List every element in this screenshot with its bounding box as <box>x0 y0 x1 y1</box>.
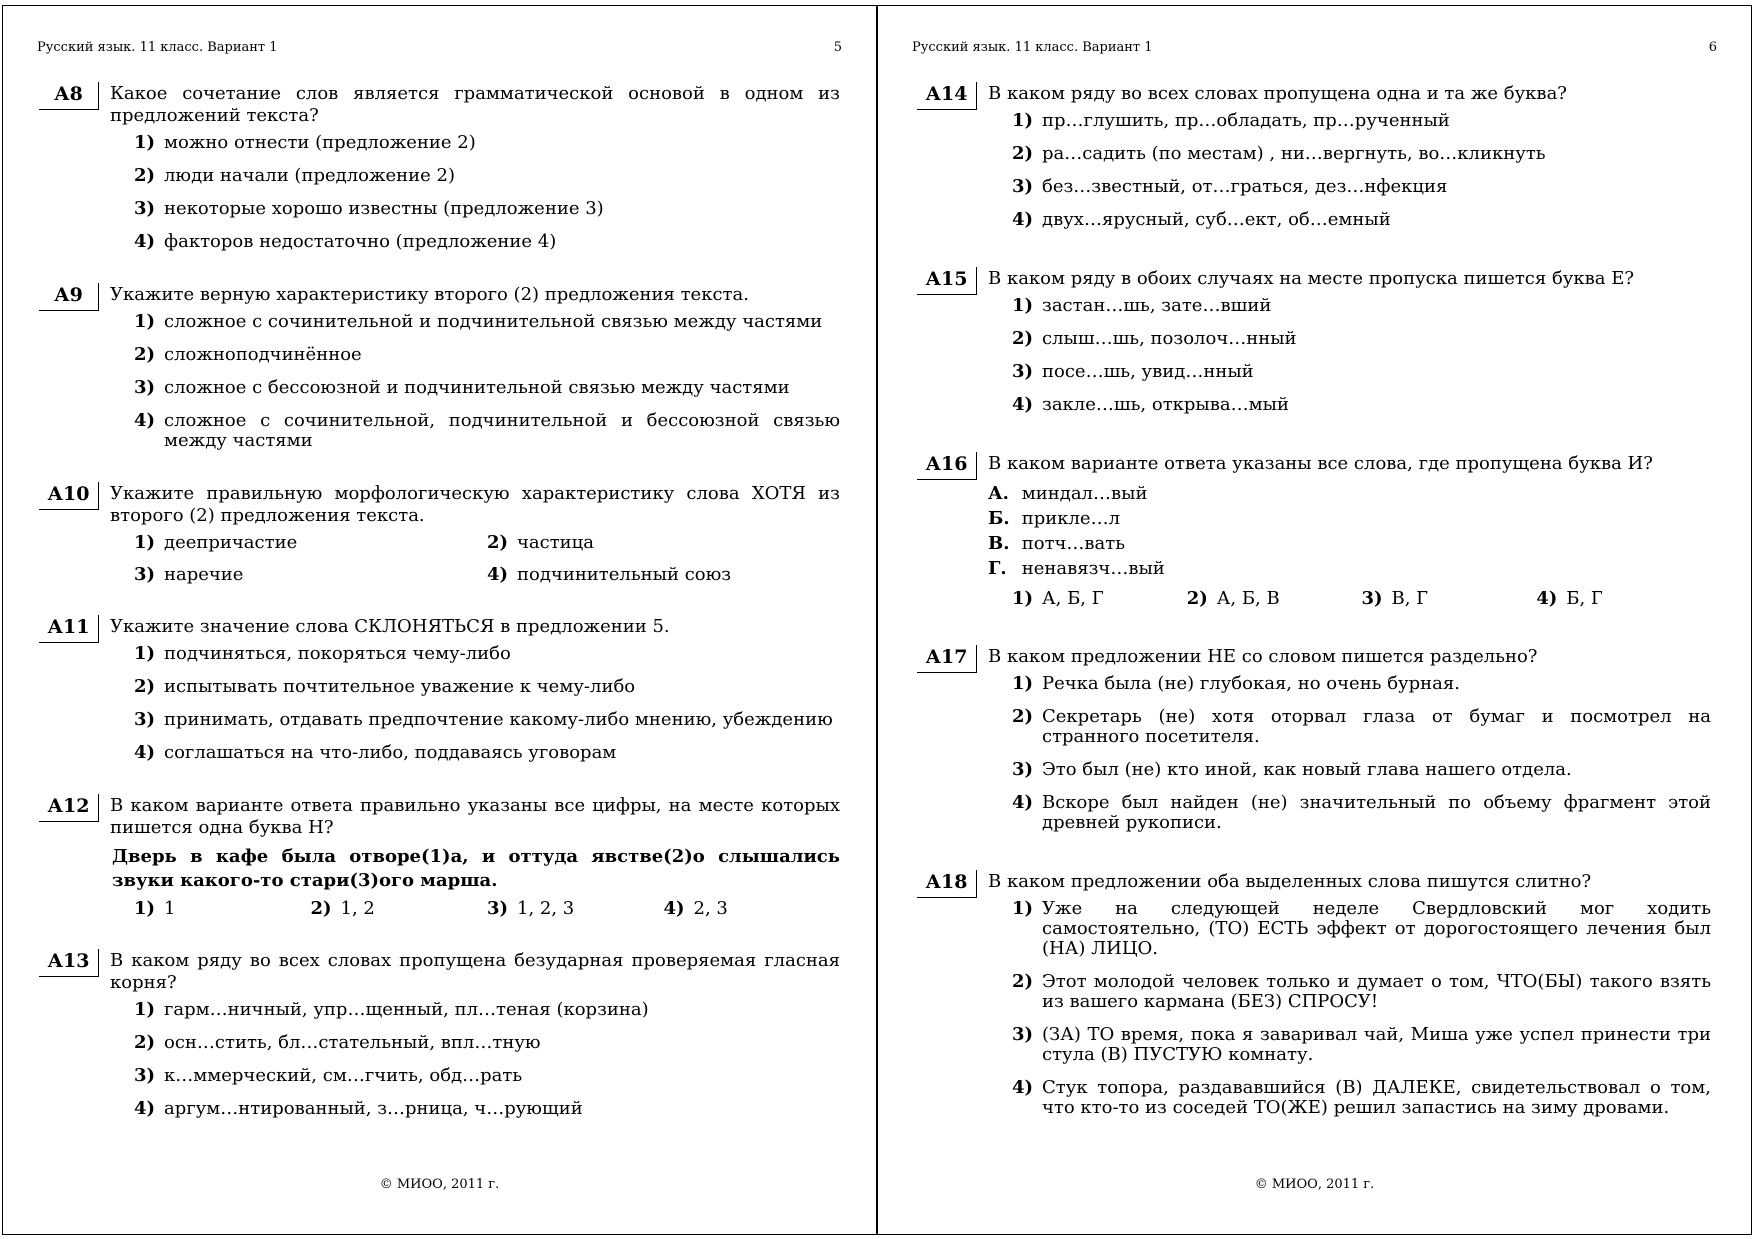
word-text: потч…вать <box>1021 533 1126 554</box>
page-content <box>917 82 1711 1149</box>
question-number: А18 <box>917 870 977 898</box>
option-number: 3) <box>134 377 156 398</box>
option-number: 4) <box>663 898 685 919</box>
answer-option[interactable] <box>134 565 487 585</box>
question-number: А14 <box>917 82 977 110</box>
option-number: 3) <box>1012 1024 1034 1045</box>
option-text: некоторые хорошо известны (предложение 3) <box>164 198 604 219</box>
option-text: аргум…нтированный, з…рница, ч…рующий <box>164 1098 583 1119</box>
option-text: наречие <box>164 564 244 585</box>
question-text: В каком предложении оба выделенных слова пишутся слитно? <box>988 871 1592 892</box>
option-text: ра…садить (по местам) , ни…вергнуть, во…кликнуть <box>1042 143 1546 164</box>
question-body <box>110 283 840 464</box>
page-number: 5 <box>833 40 842 55</box>
option-number: 2) <box>1012 143 1034 164</box>
page-content <box>39 82 840 1150</box>
option-number: 2) <box>487 532 509 553</box>
page-number: 6 <box>1708 40 1717 55</box>
page-header <box>912 40 1717 55</box>
option-text: Этот молодой человек только и думает о том, ЧТО(БЫ) такого взять из вашего кармана (БЕЗ) СПРОСУ! <box>1042 971 1711 1012</box>
question-number: А13 <box>39 949 99 977</box>
answer-option[interactable] <box>1012 395 1711 415</box>
question-a9 <box>39 283 840 464</box>
option-text: Речка была (не) глубокая, но очень бурная. <box>1042 673 1460 694</box>
question-body <box>110 82 840 265</box>
question-a16 <box>917 452 1711 621</box>
question-text: Укажите верную характеристику второго (2) предложения текста. <box>110 284 749 305</box>
option-text: Стук топора, раздававшийся (В) ДАЛЕКЕ, свидетельствовал о том, что кто-то из соседей ТО(ЖЕ) решил запастись на зиму дровами. <box>1042 1077 1711 1118</box>
option-text: сложное с сочинительной и подчинительной связью между частями <box>164 311 823 332</box>
answer-option[interactable] <box>134 1000 840 1020</box>
option-number: 3) <box>134 198 156 219</box>
answer-option[interactable] <box>134 1099 840 1119</box>
answer-option[interactable] <box>134 199 840 219</box>
word-letter: А. <box>988 483 1009 504</box>
page-right <box>877 5 1752 1235</box>
answer-option[interactable] <box>1012 674 1711 694</box>
page-footer: © МИОО, 2011 г. <box>1254 1177 1375 1192</box>
answer-option[interactable] <box>1012 793 1711 833</box>
option-text: слыш…шь, позолоч…нный <box>1042 328 1297 349</box>
option-text: застан…шь, зате…вший <box>1042 295 1272 316</box>
question-number: А11 <box>39 615 99 643</box>
answer-option[interactable] <box>1012 329 1711 349</box>
question-body <box>110 794 840 931</box>
question-text: В каком варианте ответа указаны все слова, где пропущена буква И? <box>988 453 1653 474</box>
answer-option[interactable] <box>1012 144 1711 164</box>
option-number: 3) <box>487 898 509 919</box>
answer-option[interactable] <box>134 232 840 252</box>
question-number: А12 <box>39 794 99 822</box>
option-text: люди начали (предложение 2) <box>164 165 456 186</box>
option-number: 1) <box>134 898 156 919</box>
option-number: 1) <box>134 132 156 153</box>
option-text: сложноподчинённое <box>164 344 362 365</box>
option-number: 2) <box>1012 971 1034 992</box>
option-number: 2) <box>134 1032 156 1053</box>
question-text: В каком варианте ответа правильно указаны все цифры, на месте которых пишется одна буква Н? <box>110 795 840 838</box>
option-text: А, Б, Г <box>1042 588 1104 609</box>
option-number: 4) <box>1012 394 1034 415</box>
word-text: миндал…вый <box>1021 483 1148 504</box>
option-number: 1) <box>1012 898 1034 919</box>
option-number: 4) <box>487 564 509 585</box>
answer-option[interactable] <box>134 133 840 153</box>
word-list <box>988 481 1711 581</box>
answer-option[interactable] <box>1012 1025 1711 1065</box>
option-text: факторов недостаточно (предложение 4) <box>164 231 557 252</box>
option-text: без…звестный, от…граться, дез…нфекция <box>1042 176 1448 197</box>
answer-option[interactable] <box>134 743 840 763</box>
answer-option[interactable] <box>134 710 840 730</box>
question-text: В каком предложении НЕ со словом пишется раздельно? <box>988 646 1538 667</box>
option-text: А, Б, В <box>1216 588 1280 609</box>
option-number: 3) <box>1012 176 1034 197</box>
question-a10 <box>39 482 840 597</box>
question-a13 <box>39 949 840 1132</box>
answer-option[interactable] <box>1012 177 1711 197</box>
question-text: В каком ряду в обоих случаях на месте пропуска пишется буква Е? <box>988 268 1635 289</box>
question-number: А17 <box>917 645 977 673</box>
option-text: (ЗА) ТО время, пока я заваривал чай, Миша уже успел принести три стула (В) ПУСТУЮ комнату. <box>1042 1024 1711 1065</box>
option-text: 1 <box>164 898 176 919</box>
option-number: 2) <box>134 165 156 186</box>
option-text: Секретарь (не) хотя оторвал глаза от бумаг и посмотрел на странного посетителя. <box>1042 706 1711 747</box>
question-body <box>988 645 1711 846</box>
option-text: 2, 3 <box>693 898 728 919</box>
option-text: Это был (не) кто иной, как новый глава нашего отдела. <box>1042 759 1572 780</box>
question-text: В каком ряду во всех словах пропущена одна и та же буква? <box>988 83 1567 104</box>
answer-option[interactable] <box>134 899 311 919</box>
question-body <box>988 452 1711 621</box>
option-text: принимать, отдавать предпочтение какому-либо мнению, убеждению <box>164 709 833 730</box>
option-text: Б, Г <box>1566 588 1603 609</box>
example-sentence: Дверь в кафе была отворе(1)а, и оттуда явстве(2)о слышались звуки какого-то стари(3)ого марша. <box>112 846 840 891</box>
answer-option[interactable] <box>1012 210 1711 230</box>
answer-option[interactable] <box>134 166 840 186</box>
answer-option[interactable] <box>1536 589 1711 609</box>
option-number: 2) <box>134 676 156 697</box>
option-text: 1, 2, 3 <box>517 898 575 919</box>
question-a14 <box>917 82 1711 243</box>
question-a12 <box>39 794 840 931</box>
question-text: В каком ряду во всех словах пропущена безударная проверяемая гласная корня? <box>110 950 840 993</box>
page-footer: © МИОО, 2011 г. <box>379 1177 500 1192</box>
option-number: 4) <box>1012 209 1034 230</box>
option-text: подчинительный союз <box>517 564 732 585</box>
option-text: сложное с сочинительной, подчинительной и бессоюзной связью между частями <box>164 410 840 451</box>
question-text: Укажите правильную морфологическую характеристику слова ХОТЯ из второго (2) предложения текста. <box>110 483 840 526</box>
question-text: Укажите значение слова СКЛОНЯТЬСЯ в предложении 5. <box>110 616 670 637</box>
answer-option[interactable] <box>134 411 840 451</box>
answer-option[interactable] <box>1362 589 1537 609</box>
option-number: 1) <box>1012 588 1034 609</box>
option-number: 2) <box>134 344 156 365</box>
question-a18 <box>917 870 1711 1131</box>
word-list-item <box>988 506 1711 531</box>
word-list-item <box>988 556 1711 581</box>
option-text: соглашаться на что-либо, поддаваясь уговорам <box>164 742 617 763</box>
option-number: 4) <box>1012 1077 1034 1098</box>
option-text: можно отнести (предложение 2) <box>164 132 476 153</box>
option-number: 3) <box>1012 759 1034 780</box>
question-a8 <box>39 82 840 265</box>
option-text: к…ммерческий, см…гчить, обд…рать <box>164 1065 523 1086</box>
option-number: 3) <box>1361 588 1383 609</box>
option-number: 2) <box>1012 328 1034 349</box>
word-text: ненавязч…вый <box>1021 558 1165 579</box>
header-title: Русский язык. 11 класс. Вариант 1 <box>912 40 1153 55</box>
question-a11 <box>39 615 840 776</box>
word-list-item <box>988 481 1711 506</box>
header-title: Русский язык. 11 класс. Вариант 1 <box>37 40 278 55</box>
answer-option[interactable] <box>487 565 840 585</box>
option-number: 4) <box>1012 792 1034 813</box>
question-a17 <box>917 645 1711 846</box>
option-number: 3) <box>134 1065 156 1086</box>
option-number: 1) <box>1012 673 1034 694</box>
answer-option[interactable] <box>487 533 840 553</box>
option-text: подчиняться, покоряться чему-либо <box>164 643 511 664</box>
answer-option[interactable] <box>134 533 487 553</box>
options-grid <box>1012 589 1711 609</box>
option-number: 2) <box>1012 706 1034 727</box>
answer-option[interactable] <box>1012 1078 1711 1118</box>
answer-option[interactable] <box>1012 899 1711 959</box>
word-letter: Б. <box>988 508 1010 529</box>
option-text: Вскоре был найден (не) значительный по объему фрагмент этой древней рукописи. <box>1042 792 1711 833</box>
option-text: частица <box>517 532 594 553</box>
question-body <box>110 482 840 597</box>
page-left <box>2 5 877 1235</box>
question-body <box>110 949 840 1132</box>
answer-option[interactable] <box>1012 111 1711 131</box>
option-text: закле…шь, открыва…мый <box>1042 394 1289 415</box>
option-number: 4) <box>134 231 156 252</box>
option-text: В, Г <box>1391 588 1429 609</box>
option-text: двух…ярусный, суб…ект, об…емный <box>1042 209 1391 230</box>
word-letter: В. <box>988 533 1010 554</box>
option-number: 1) <box>134 532 156 553</box>
answer-option[interactable] <box>134 677 840 697</box>
answer-option[interactable] <box>1012 707 1711 747</box>
word-list-item <box>988 531 1711 556</box>
answer-option[interactable] <box>1187 589 1362 609</box>
question-a15 <box>917 267 1711 428</box>
answer-option[interactable] <box>1012 972 1711 1012</box>
answer-option[interactable] <box>1012 362 1711 382</box>
answer-option[interactable] <box>487 899 664 919</box>
question-number: А16 <box>917 452 977 480</box>
option-text: деепричастие <box>164 532 298 553</box>
answer-option[interactable] <box>134 378 840 398</box>
question-number: А15 <box>917 267 977 295</box>
option-number: 1) <box>134 999 156 1020</box>
options-grid <box>134 899 840 919</box>
option-text: посе…шь, увид…нный <box>1042 361 1254 382</box>
option-number: 4) <box>134 1098 156 1119</box>
answer-option[interactable] <box>134 1066 840 1086</box>
question-body <box>110 615 840 776</box>
answer-option[interactable] <box>1012 589 1187 609</box>
answer-option[interactable] <box>664 899 841 919</box>
option-number: 4) <box>1536 588 1558 609</box>
option-number: 1) <box>134 311 156 332</box>
option-text: пр…глушить, пр…обладать, пр…рученный <box>1042 110 1450 131</box>
question-number: А8 <box>39 82 99 110</box>
answer-option[interactable] <box>311 899 488 919</box>
option-text: Уже на следующей неделе Свердловский мог ходить самостоятельно, (ТО) ЕСТЬ эффект от дорогостоящего лечения был (НА) ЛИЦО. <box>1042 898 1711 959</box>
question-body <box>988 82 1711 243</box>
option-text: испытывать почтительное уважение к чему-либо <box>164 676 636 697</box>
answer-option[interactable] <box>134 644 840 664</box>
option-number: 3) <box>1012 361 1034 382</box>
question-text: Какое сочетание слов является грамматической основой в одном из предложений текста? <box>110 83 840 126</box>
option-text: сложное с бессоюзной и подчинительной связью между частями <box>164 377 790 398</box>
answer-option[interactable] <box>134 312 840 332</box>
answer-option[interactable] <box>134 345 840 365</box>
option-number: 2) <box>1186 588 1208 609</box>
answer-option[interactable] <box>1012 296 1711 316</box>
option-number: 4) <box>134 742 156 763</box>
option-text: 1, 2 <box>340 898 375 919</box>
option-number: 1) <box>1012 295 1034 316</box>
option-number: 1) <box>134 643 156 664</box>
option-number: 3) <box>134 564 156 585</box>
option-text: гарм…ничный, упр…щенный, пл…теная (корзина) <box>164 999 649 1020</box>
question-body <box>988 870 1711 1131</box>
option-number: 2) <box>310 898 332 919</box>
question-number: А10 <box>39 482 99 510</box>
options-grid <box>134 533 840 585</box>
answer-option[interactable] <box>134 1033 840 1053</box>
option-number: 1) <box>1012 110 1034 131</box>
question-body <box>988 267 1711 428</box>
page-header <box>37 40 842 55</box>
option-text: осн…стить, бл…стательный, впл…тную <box>164 1032 541 1053</box>
question-number: А9 <box>39 283 99 311</box>
option-number: 4) <box>134 410 156 431</box>
answer-option[interactable] <box>1012 760 1711 780</box>
option-number: 3) <box>134 709 156 730</box>
word-letter: Г. <box>988 558 1007 579</box>
word-text: прикле…л <box>1021 508 1121 529</box>
